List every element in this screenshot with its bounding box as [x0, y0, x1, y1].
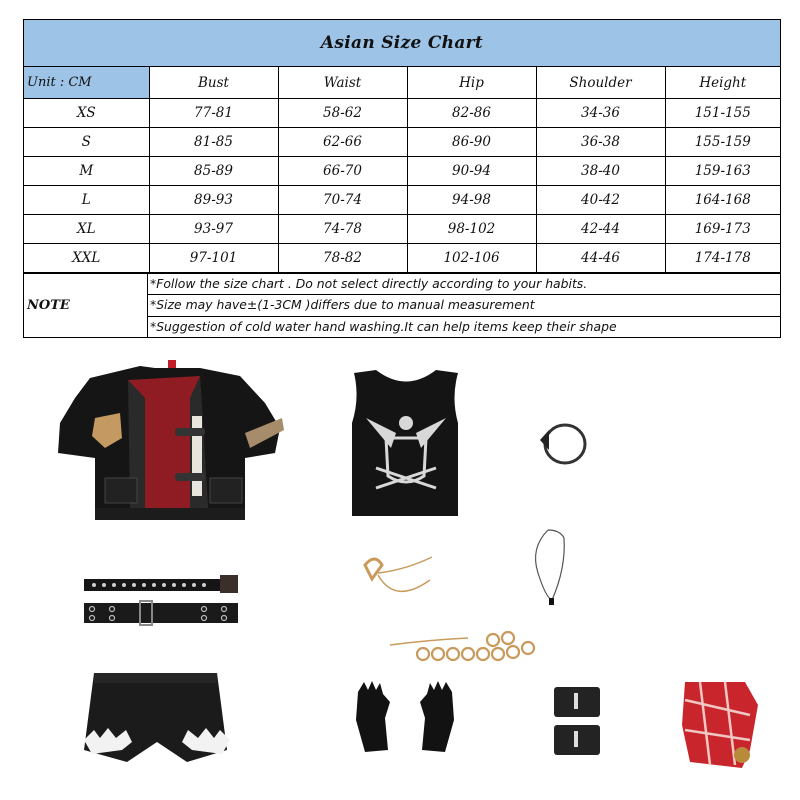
- size-label: M: [24, 157, 149, 186]
- note-line: *Follow the size chart . Do not select directly according to your habits.: [148, 274, 780, 295]
- header-row: [24, 67, 780, 99]
- product-choker-image: [535, 420, 590, 470]
- height-value: 164-168: [665, 186, 780, 215]
- bust-value: 77-81: [149, 99, 278, 128]
- bust-value: 97-101: [149, 244, 278, 273]
- column-header-bust: Bust: [149, 67, 278, 99]
- height-value: 159-163: [665, 157, 780, 186]
- shoulder-value: 42-44: [536, 215, 665, 244]
- table-row: [24, 244, 780, 273]
- table-row: [24, 215, 780, 244]
- hip-value: 102-106: [407, 244, 536, 273]
- waist-value: 62-66: [278, 128, 407, 157]
- waist-value: 74-78: [278, 215, 407, 244]
- shoulder-value: 34-36: [536, 99, 665, 128]
- table-row: [24, 128, 780, 157]
- product-belts-image: [82, 573, 242, 628]
- size-label: XL: [24, 215, 149, 244]
- bust-value: 93-97: [149, 215, 278, 244]
- height-value: 174-178: [665, 244, 780, 273]
- table-row: [24, 99, 780, 128]
- hip-value: 94-98: [407, 186, 536, 215]
- waist-value: 66-70: [278, 157, 407, 186]
- product-necklace-image: [528, 528, 573, 608]
- height-value: 169-173: [665, 215, 780, 244]
- note-line: *Size may have±(1-3CM )differs due to manual measurement: [148, 295, 780, 316]
- size-chart-title-row: [24, 20, 780, 67]
- bust-value: 81-85: [149, 128, 278, 157]
- product-gloves-image: [350, 680, 460, 755]
- bust-value: 89-93: [149, 186, 278, 215]
- size-label: S: [24, 128, 149, 157]
- product-ear-chain-image: [360, 555, 440, 605]
- hip-value: 90-94: [407, 157, 536, 186]
- note-line: *Suggestion of cold water hand washing.It can help items keep their shape: [150, 318, 617, 334]
- shoulder-value: 44-46: [536, 244, 665, 273]
- table-row: [24, 186, 780, 215]
- notes-section: [24, 273, 780, 337]
- product-wrist-cuffs-image: [552, 685, 602, 760]
- waist-value: 78-82: [278, 244, 407, 273]
- waist-value: 58-62: [278, 99, 407, 128]
- height-value: 155-159: [665, 128, 780, 157]
- size-chart-table: [23, 19, 781, 338]
- product-tank-top-image: [346, 368, 466, 518]
- shoulder-value: 38-40: [536, 157, 665, 186]
- column-header-height: Height: [665, 67, 780, 99]
- table-row: [24, 157, 780, 186]
- unit-label: Unit : CM: [24, 67, 149, 99]
- size-label: XXL: [24, 244, 149, 273]
- product-scarf-image: [680, 680, 760, 770]
- column-header-hip: Hip: [407, 67, 536, 99]
- hip-value: 86-90: [407, 128, 536, 157]
- column-header-shoulder: Shoulder: [536, 67, 665, 99]
- hip-value: 98-102: [407, 215, 536, 244]
- hip-value: 82-86: [407, 99, 536, 128]
- product-jacket-image: [50, 358, 290, 528]
- waist-value: 70-74: [278, 186, 407, 215]
- product-waist-chain-image: [388, 630, 548, 665]
- height-value: 151-155: [665, 99, 780, 128]
- size-label: L: [24, 186, 149, 215]
- bust-value: 85-89: [149, 157, 278, 186]
- size-table: [24, 67, 780, 273]
- shoulder-value: 40-42: [536, 186, 665, 215]
- note-label: NOTE: [24, 274, 148, 337]
- size-label: XS: [24, 99, 149, 128]
- product-shorts-image: [82, 670, 232, 775]
- shoulder-value: 36-38: [536, 128, 665, 157]
- column-header-waist: Waist: [278, 67, 407, 99]
- size-chart-title: Asian Size Chart: [320, 33, 484, 53]
